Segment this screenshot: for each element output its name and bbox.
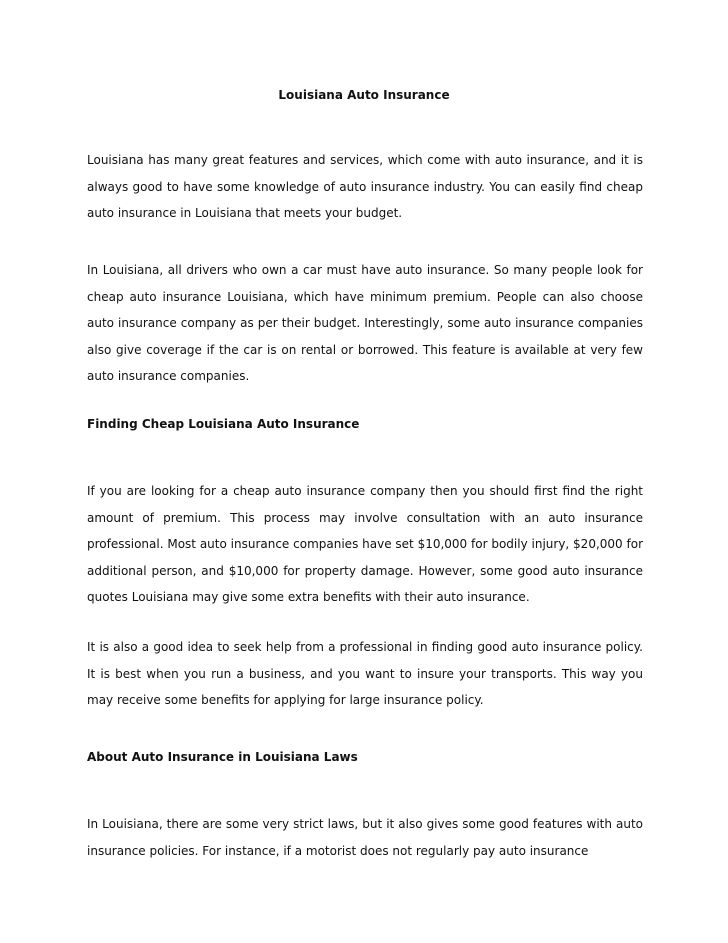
document-title: Louisiana Auto Insurance xyxy=(278,88,450,102)
section-heading-laws: About Auto Insurance in Louisiana Laws xyxy=(87,750,358,764)
paragraph-intro: Louisiana has many great features and services, which come with auto insurance, and it is always good to have some knowledge of auto insurance industry. You can easily find cheap auto insurance in Louisiana that meets your budget. xyxy=(87,153,643,220)
paragraph-drivers: In Louisiana, all drivers who own a car must have auto insurance. So many people look for cheap auto insurance Louisiana, which have minimum premium. People can also choose auto insurance company as per their budget. Interestingly, some auto insurance companies also give coverage if the car is on rental or borrowed. This feature is available at very few auto insurance companies. xyxy=(87,263,643,383)
paragraph-premium: If you are looking for a cheap auto insurance company then you should first find the right amount of premium. This process may involve consultation with an auto insurance professional. Most auto insurance companies have set $10,000 for bodily injury, $20,000 for additional person, and $10,000 for property damage. However, some good auto insurance quotes Louisiana may give some extra benefits with their auto insurance. xyxy=(87,484,643,604)
section-heading-finding-cheap: Finding Cheap Louisiana Auto Insurance xyxy=(87,417,360,431)
paragraph-professional-help: It is also a good idea to seek help from a professional in finding good auto insurance policy. It is best when you run a business, and you want to insure your transports. This way you may receive some benefits for applying for large insurance policy. xyxy=(87,640,643,707)
paragraph-laws: In Louisiana, there are some very strict laws, but it also gives some good features with auto insurance policies. For instance, if a motorist does not regularly pay auto insurance xyxy=(87,817,643,858)
